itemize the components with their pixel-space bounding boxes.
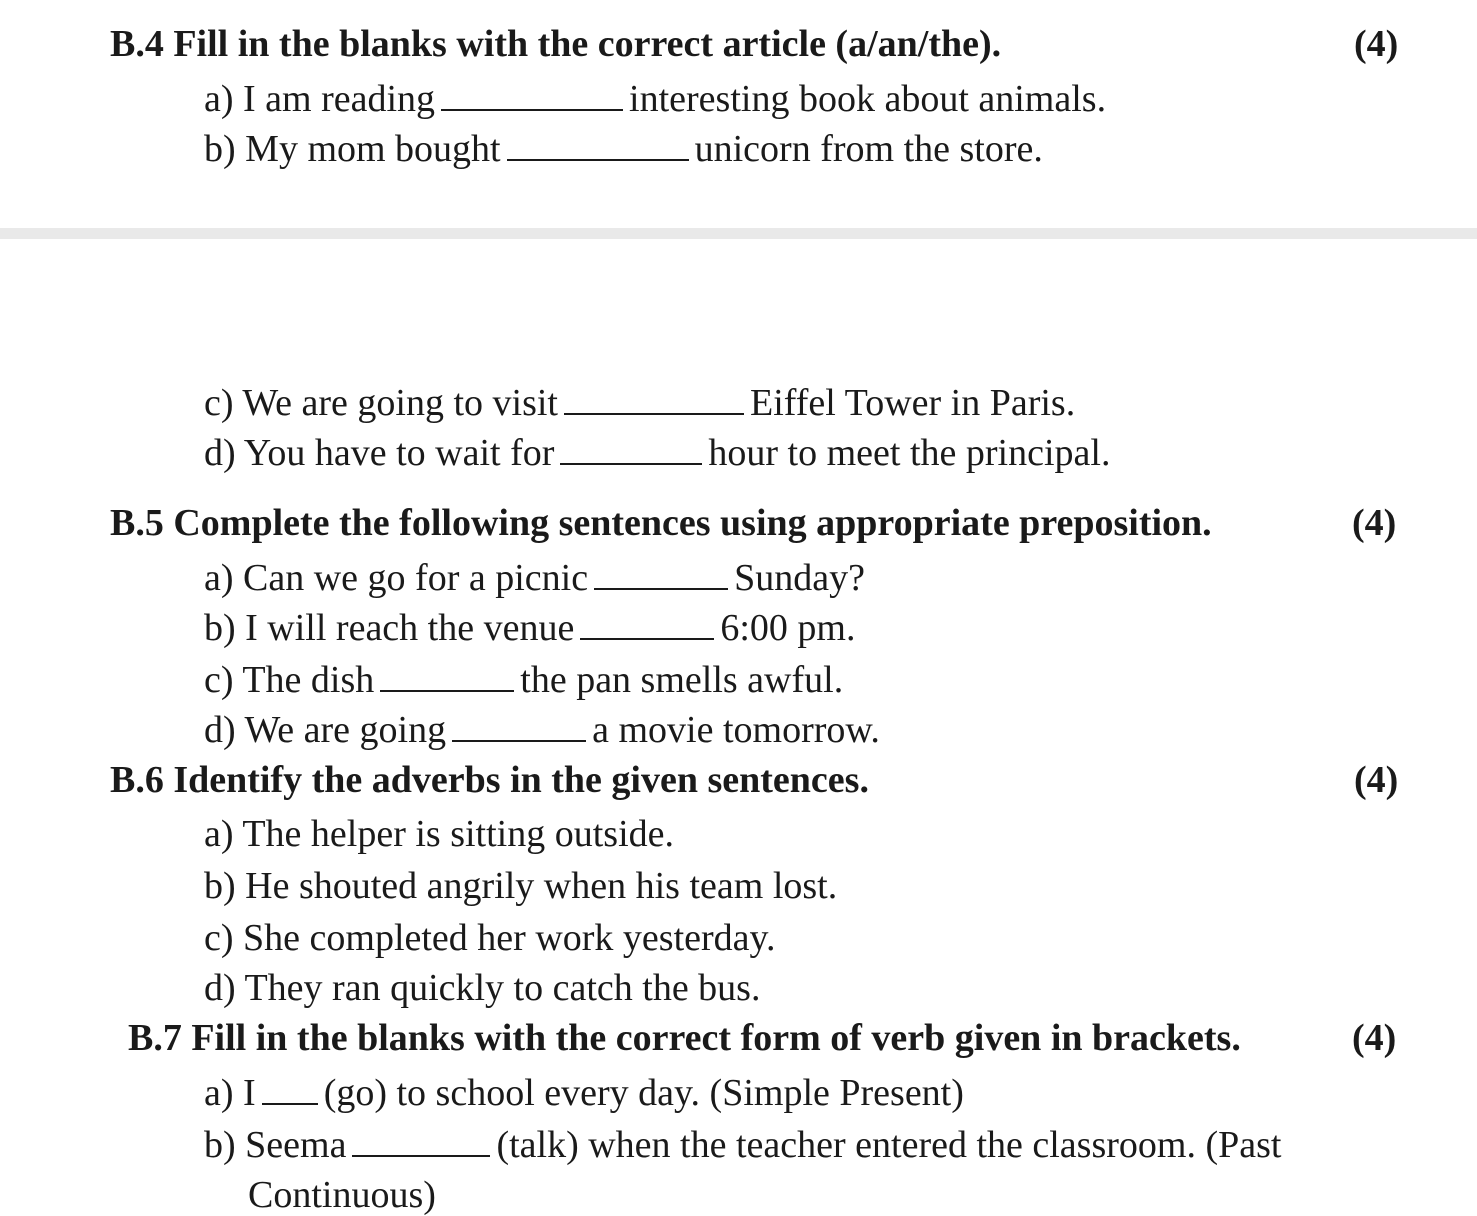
question-b6-heading: B.6 Identify the adverbs in the given sentences. [110, 759, 869, 801]
question-b6-item-c: c) She completed her work yesterday. [204, 917, 776, 959]
item-text-before: a) I [204, 1072, 256, 1114]
question-b5-item-a [204, 559, 865, 597]
question-b7-item-a [204, 1074, 964, 1112]
page-divider [0, 228, 1477, 239]
question-b6-item-b: b) He shouted angrily when his team lost. [204, 865, 838, 907]
question-b5-item-b [204, 609, 855, 647]
item-text-after: hour to meet the principal. [708, 432, 1111, 474]
answer-blank[interactable] [594, 560, 728, 590]
question-b5-item-d [204, 711, 880, 749]
question-b6-item-d: d) They ran quickly to catch the bus. [204, 967, 761, 1009]
item-text-before: b) My mom bought [204, 128, 501, 170]
question-b6-item-a: a) The helper is sitting outside. [204, 813, 674, 855]
item-text-before: c) The dish [204, 659, 375, 701]
item-text-before: d) We are going [204, 709, 447, 751]
item-text-after: Eiffel Tower in Paris. [750, 382, 1076, 424]
item-text-before: d) You have to wait for [204, 432, 555, 474]
item-text-before: c) We are going to visit [204, 382, 558, 424]
question-b5-marks: (4) [1352, 502, 1397, 544]
answer-blank[interactable] [452, 712, 586, 742]
question-b4-marks: (4) [1354, 23, 1399, 65]
question-b5-heading: B.5 Complete the following sentences using appropriate preposition. [110, 502, 1212, 544]
item-text-continued: Continuous) [248, 1174, 436, 1216]
answer-blank[interactable] [507, 131, 689, 161]
item-text-after: Sunday? [734, 557, 865, 599]
question-b4-item-b [204, 130, 1043, 168]
item-text-after: (talk) when the teacher entered the classroom. (Past [496, 1124, 1282, 1166]
item-text-after: unicorn from the store. [694, 128, 1043, 170]
item-text-after: a movie tomorrow. [592, 709, 880, 751]
answer-blank[interactable] [560, 435, 702, 465]
answer-blank[interactable] [262, 1075, 318, 1105]
item-text-before: a) I am reading [204, 78, 436, 120]
answer-blank[interactable] [441, 81, 623, 111]
question-b4-item-a [204, 80, 1106, 118]
question-b7-item-b [204, 1126, 1281, 1164]
item-text-after: interesting book about animals. [629, 78, 1107, 120]
item-text-after: 6:00 pm. [720, 607, 856, 649]
answer-blank[interactable] [352, 1127, 490, 1157]
answer-blank[interactable] [580, 610, 714, 640]
question-b5-item-c [204, 661, 843, 699]
item-text-before: b) I will reach the venue [204, 607, 575, 649]
question-b6-marks: (4) [1354, 759, 1399, 801]
answer-blank[interactable] [564, 385, 744, 415]
question-b4-item-c [204, 384, 1075, 422]
question-b7-marks: (4) [1352, 1017, 1397, 1059]
item-text-before: b) Seema [204, 1124, 347, 1166]
item-text-before: a) Can we go for a picnic [204, 557, 589, 599]
question-b7-heading: B.7 Fill in the blanks with the correct form of verb given in brackets. [128, 1017, 1241, 1059]
item-text-after: the pan smells awful. [520, 659, 844, 701]
question-b4-item-d [204, 434, 1110, 472]
question-b7-item-b-continued [248, 1176, 436, 1214]
answer-blank[interactable] [380, 662, 514, 692]
question-b4-heading: B.4 Fill in the blanks with the correct article (a/an/the). [110, 23, 1002, 65]
item-text-after: (go) to school every day. (Simple Present) [323, 1072, 964, 1114]
